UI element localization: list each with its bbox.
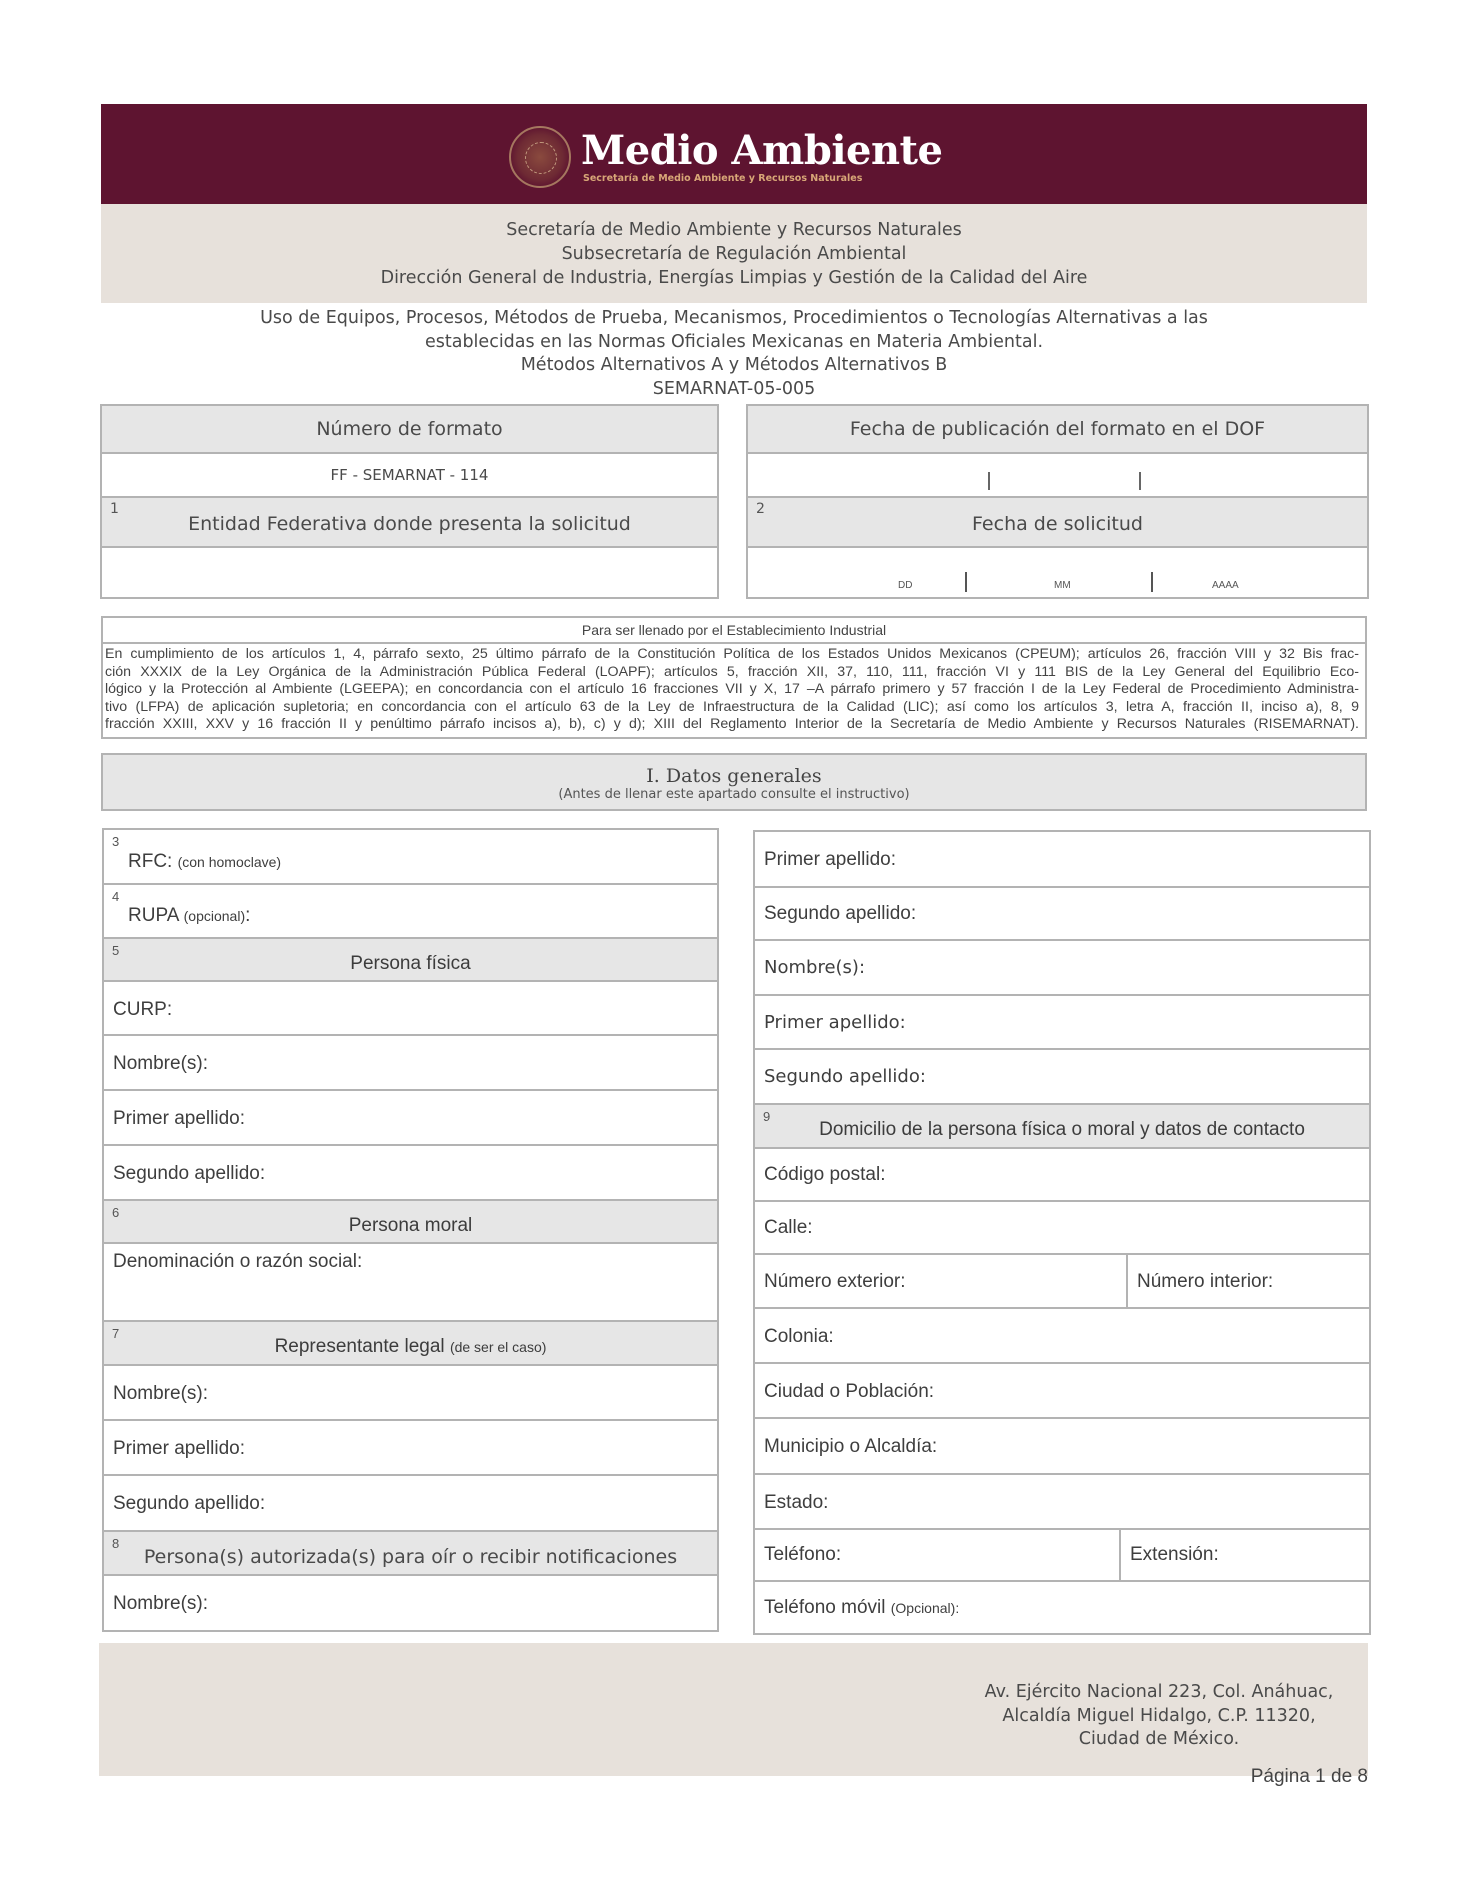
codigo-postal-field[interactable]: [753, 1147, 1371, 1202]
field-number: 2: [756, 501, 765, 517]
page-number: Página 1 de 8: [1250, 1766, 1368, 1787]
calle-label: Calle:: [764, 1217, 813, 1238]
denominacion-field[interactable]: [102, 1242, 719, 1322]
rfc-label: RFC: (con homoclave): [128, 851, 282, 872]
rep-nombre-label: Nombre(s):: [113, 1383, 209, 1404]
colonia-field[interactable]: [753, 1307, 1371, 1364]
numero-formato-value-cell: [100, 452, 719, 498]
segundo-apellido-label: Segundo apellido:: [764, 1066, 926, 1087]
month-label: MM: [1054, 580, 1071, 591]
address-line: Alcaldía Miguel Hidalgo, C.P. 11320,: [1002, 1705, 1316, 1726]
colonia-label: Colonia:: [764, 1326, 834, 1347]
municipio-field[interactable]: [753, 1417, 1371, 1475]
segundo-apellido-right-field-2[interactable]: [753, 1048, 1371, 1105]
fecha-dof-value-cell: [746, 452, 1369, 498]
numero-interior-field[interactable]: [1126, 1253, 1371, 1309]
field-number: 7: [112, 1326, 120, 1341]
pf-nombre-label: Nombre(s):: [113, 1053, 209, 1074]
fecha-solicitud-input[interactable]: [746, 546, 1369, 599]
persona-fisica-title: Persona física: [350, 952, 471, 974]
autorizadas-header: [102, 1530, 719, 1576]
primer-apellido-right-field-2[interactable]: [753, 994, 1371, 1050]
pf-segundo-apellido-field[interactable]: [102, 1144, 719, 1201]
document-title: [101, 307, 1367, 401]
logo-title: Medio Ambiente: [581, 127, 943, 174]
estado-label: Estado:: [764, 1492, 829, 1513]
denominacion-label: Denominación o razón social:: [113, 1251, 363, 1272]
domicilio-header: [753, 1103, 1371, 1149]
rep-segundo-apellido-label: Segundo apellido:: [113, 1493, 266, 1514]
section-title: I. Datos generales: [646, 765, 822, 787]
national-emblem-icon: [509, 126, 571, 188]
telefono-movil-field[interactable]: [753, 1580, 1371, 1635]
fecha-solicitud-label: Fecha de solicitud: [972, 513, 1143, 535]
field-number: 4: [112, 889, 120, 904]
pf-nombre-field[interactable]: [102, 1034, 719, 1091]
persona-moral-title: Persona moral: [348, 1214, 473, 1236]
representante-header: [102, 1320, 719, 1366]
footer-address-box: [99, 1643, 1368, 1776]
agency-line: Subsecretaría de Regulación Ambiental: [561, 244, 907, 264]
rfc-field[interactable]: [102, 828, 719, 885]
domicilio-title: Domicilio de la persona física o moral y datos de contacto: [819, 1119, 1305, 1140]
logo: [509, 126, 942, 188]
primer-apellido-label: Primer apellido:: [764, 1012, 906, 1033]
autorizadas-title: Persona(s) autorizada(s) para oír o recibir notificaciones: [143, 1546, 678, 1568]
title-line: Métodos Alternativos A y Métodos Alternativos B: [520, 355, 948, 375]
extension-field[interactable]: [1119, 1528, 1371, 1582]
fecha-dof-header: [746, 404, 1369, 454]
field-number: 1: [110, 501, 119, 517]
rep-primer-apellido-label: Primer apellido:: [113, 1438, 245, 1459]
calle-field[interactable]: [753, 1200, 1371, 1255]
representante-title: Representante legal (de ser el caso): [274, 1336, 547, 1357]
field-number: 8: [112, 1536, 120, 1551]
telefono-label: Teléfono:: [764, 1544, 842, 1565]
numero-formato-value: FF - SEMARNAT - 114: [330, 466, 489, 484]
numero-formato-header: [100, 404, 719, 454]
pf-segundo-apellido-label: Segundo apellido:: [113, 1163, 266, 1184]
field-number: 5: [112, 943, 120, 958]
nombre-right-field[interactable]: [753, 939, 1371, 996]
fecha-solicitud-header: [746, 496, 1369, 548]
field-number: 3: [112, 834, 120, 849]
estado-field[interactable]: [753, 1473, 1371, 1530]
rep-nombre-field[interactable]: [102, 1364, 719, 1421]
day-label: DD: [898, 580, 913, 591]
curp-field[interactable]: [102, 980, 719, 1036]
telefono-field[interactable]: [753, 1528, 1121, 1582]
pf-segundo-apellido-right-field[interactable]: [753, 886, 1371, 941]
curp-label: CURP:: [113, 999, 173, 1020]
header-banner: [101, 104, 1367, 204]
legal-line: fracción XXIII, XXV y 16 fracción II y penúltimo párrafo incisos a), b), c) y d); XIII del Reglamento Interior de la Secretaría de Medio Ambiente y Recursos Naturales (RISEMARNAT).: [105, 716, 1359, 733]
pf-primer-apellido-field[interactable]: [102, 1089, 719, 1146]
agency-line: Dirección General de Industria, Energías Limpias y Gestión de la Calidad del Aire: [380, 268, 1088, 288]
autorizada-nombre-label: Nombre(s):: [113, 1593, 209, 1614]
section-note: (Antes de llenar este apartado consulte el instructivo): [558, 787, 910, 802]
numero-exterior-label: Número exterior:: [764, 1271, 906, 1292]
date-separator: [965, 572, 967, 592]
municipio-label: Municipio o Alcaldía:: [764, 1436, 938, 1457]
segundo-apellido-label: Segundo apellido:: [764, 903, 917, 924]
legal-text: [103, 644, 1365, 734]
agency-line: Secretaría de Medio Ambiente y Recursos Naturales: [506, 220, 962, 240]
legal-heading: Para ser llenado por el Establecimiento Industrial: [103, 618, 1365, 644]
autorizada-nombre-field[interactable]: [102, 1574, 719, 1632]
rupa-label: RUPA (opcional):: [128, 905, 251, 926]
entidad-header: [100, 496, 719, 548]
pf-primer-apellido-label: Primer apellido:: [113, 1108, 245, 1129]
primer-apellido-label: Primer apellido:: [764, 849, 896, 870]
field-number: 9: [763, 1109, 771, 1124]
address-line: Av. Ejército Nacional 223, Col. Anáhuac,: [984, 1682, 1334, 1702]
extension-label: Extensión:: [1130, 1544, 1219, 1565]
section-datos-generales: [101, 753, 1367, 811]
fecha-dof-label: Fecha de publicación del formato en el DOF: [849, 418, 1266, 440]
numero-interior-label: Número interior:: [1137, 1271, 1274, 1292]
title-line: Uso de Equipos, Procesos, Métodos de Prueba, Mecanismos, Procedimientos o Tecnologías Alternativas a las: [260, 308, 1208, 328]
ciudad-label: Ciudad o Población:: [764, 1381, 935, 1402]
agency-header: [101, 204, 1367, 303]
persona-moral-header: [102, 1199, 719, 1244]
rupa-field[interactable]: [102, 883, 719, 939]
date-separator: [1139, 472, 1141, 490]
footer-address: [919, 1681, 1399, 1752]
legal-line: En cumplimiento de los artículos 1, 4, párrafo sexto, 25 último párrafo de la Constitución Política de los Estados Unidos Mexicanos (CPEUM); artículos 26, fracción VIII y 32 Bis frac-: [105, 646, 1359, 662]
legal-line: ción XXXIX de la Ley Orgánica de la Administración Pública Federal (LOAPF); artículos 5, fracción XII, 37, 110, 111, fracción VI y 111 BIS de la Ley General del Equilibrio Eco-: [105, 663, 1359, 680]
procedure-code: SEMARNAT-05-005: [652, 378, 816, 399]
codigo-postal-label: Código postal:: [764, 1164, 886, 1185]
nombre-label: Nombre(s):: [764, 957, 866, 978]
entidad-input[interactable]: [100, 546, 719, 599]
numero-formato-label: Número de formato: [316, 418, 503, 440]
rep-primer-apellido-field[interactable]: [102, 1419, 719, 1476]
year-label: AAAA: [1212, 580, 1239, 591]
field-number: 6: [112, 1205, 120, 1220]
entidad-label: Entidad Federativa donde presenta la solicitud: [188, 513, 631, 535]
persona-fisica-header: [102, 937, 719, 982]
date-separator: [988, 472, 990, 490]
legal-line: tivo (LFPA) de aplicación supletoria; en concordancia con el artículo 63 de la Ley de Infraestructura de la Calidad (LIC); así como los artículos 3, letra A, fracción II, inciso a), 8, 9: [105, 698, 1359, 715]
logo-subtitle: Secretaría de Medio Ambiente y Recursos Naturales: [583, 173, 863, 184]
rep-segundo-apellido-field[interactable]: [102, 1474, 719, 1532]
pf-primer-apellido-right-field[interactable]: [753, 830, 1371, 888]
address-line: Ciudad de México.: [1078, 1729, 1240, 1749]
title-line: establecidas en las Normas Oficiales Mexicanas en Materia Ambiental.: [424, 331, 1044, 352]
date-separator: [1151, 572, 1153, 592]
telefono-movil-label: Teléfono móvil (Opcional):: [764, 1597, 960, 1618]
numero-exterior-field[interactable]: [753, 1253, 1128, 1309]
legal-line: lógico y la Protección al Ambiente (LGEEPA); en concordancia con el artículo 16 fracciones VII y X, 17 –A párrafo primero y 57 fracción I de la Ley Federal de Procedimiento Administra-: [105, 681, 1359, 698]
legal-basis-box: [101, 616, 1367, 739]
ciudad-field[interactable]: [753, 1362, 1371, 1419]
